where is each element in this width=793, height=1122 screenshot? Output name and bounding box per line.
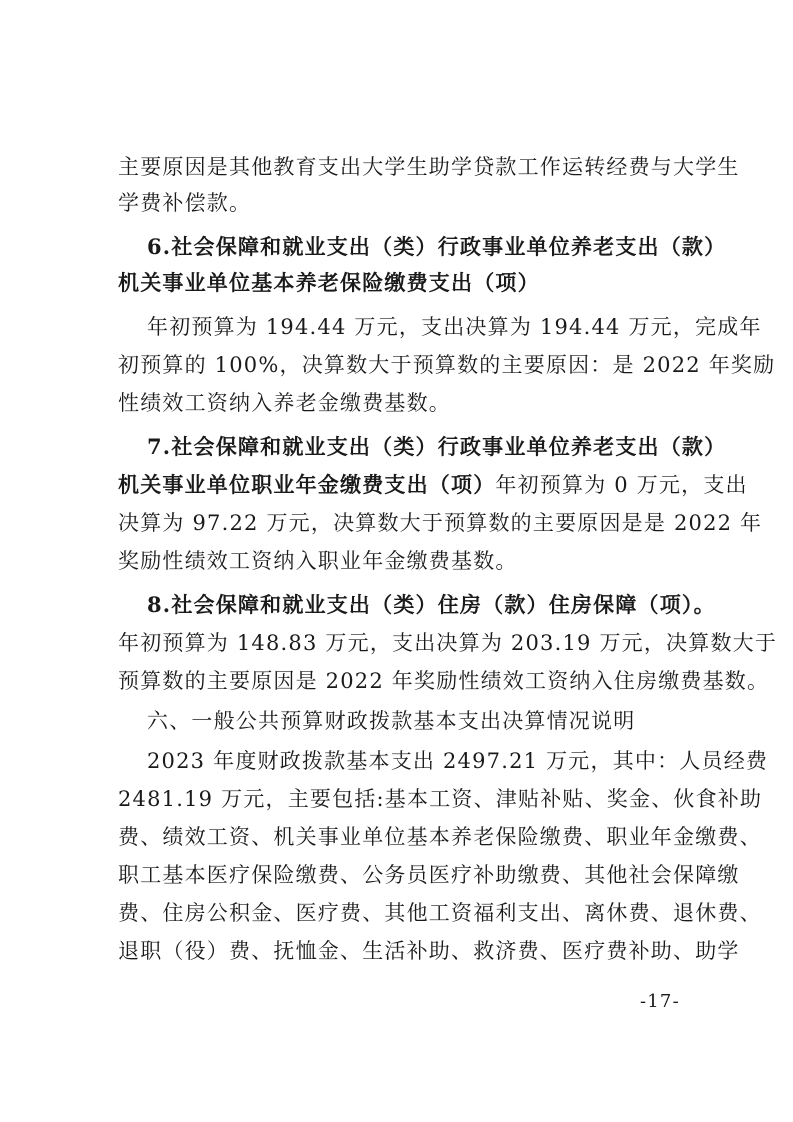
paragraph-line: 主要原因是其他教育支出大学生助学贷款工作运转经费与大学生 <box>118 155 740 179</box>
paragraph-line: 年初预算为 148.83 万元，支出决算为 203.19 万元，决算数大于 <box>118 631 778 655</box>
paragraph-line: 退职（役）费、抚恤金、生活补助、救济费、医疗费补助、助学 <box>118 939 740 963</box>
inline-text: 年初预算为 0 万元，支出 <box>495 473 748 497</box>
paragraph-line: 费、绩效工资、机关事业单位基本养老保险缴费、职业年金缴费、 <box>118 825 762 849</box>
paragraph-line: 年初预算为 194.44 万元，支出决算为 194.44 万元，完成年 <box>147 315 762 339</box>
chapter-heading: 六、一般公共预算财政拨款基本支出决算情况说明 <box>147 709 636 733</box>
paragraph-line: 性绩效工资纳入养老金缴费基数。 <box>118 391 451 415</box>
section-heading-6-cont: 机关事业单位基本养老保险缴费支出（项） <box>118 270 540 295</box>
paragraph-line: 奖励性绩效工资纳入职业年金缴费基数。 <box>118 549 518 573</box>
section-heading-8: 8.社会保障和就业支出（类）住房（款）住房保障（项）。 <box>147 592 716 617</box>
paragraph-line: 学费补偿款。 <box>118 191 252 215</box>
section-heading-7: 7.社会保障和就业支出（类）行政事业单位养老支出（款） <box>147 434 727 459</box>
paragraph-line: 职工基本医疗保险缴费、公务员医疗补助缴费、其他社会保障缴 <box>118 863 740 887</box>
section-heading-6: 6.社会保障和就业支出（类）行政事业单位养老支出（款） <box>147 234 727 259</box>
paragraph-line: 决算为 97.22 万元，决算数大于预算数的主要原因是是 2022 年 <box>118 511 763 535</box>
paragraph-line: 2481.19 万元，主要包括:基本工资、津贴补贴、奖金、伙食补助 <box>118 787 763 811</box>
paragraph-line: 费、住房公积金、医疗费、其他工资福利支出、离休费、退休费、 <box>118 901 762 925</box>
paragraph-line: 2023 年度财政拨款基本支出 2497.21 万元，其中：人员经费 <box>147 749 769 773</box>
paragraph-line: 初预算的 100%，决算数大于预算数的主要原因：是 2022 年奖励 <box>118 353 776 377</box>
page-number: -17- <box>640 991 680 1012</box>
paragraph-line-mixed <box>118 470 748 500</box>
section-heading-7-cont: 机关事业单位职业年金缴费支出（项） <box>118 472 496 497</box>
paragraph-line: 预算数的主要原因是 2022 年奖励性绩效工资纳入住房缴费基数。 <box>118 669 770 693</box>
